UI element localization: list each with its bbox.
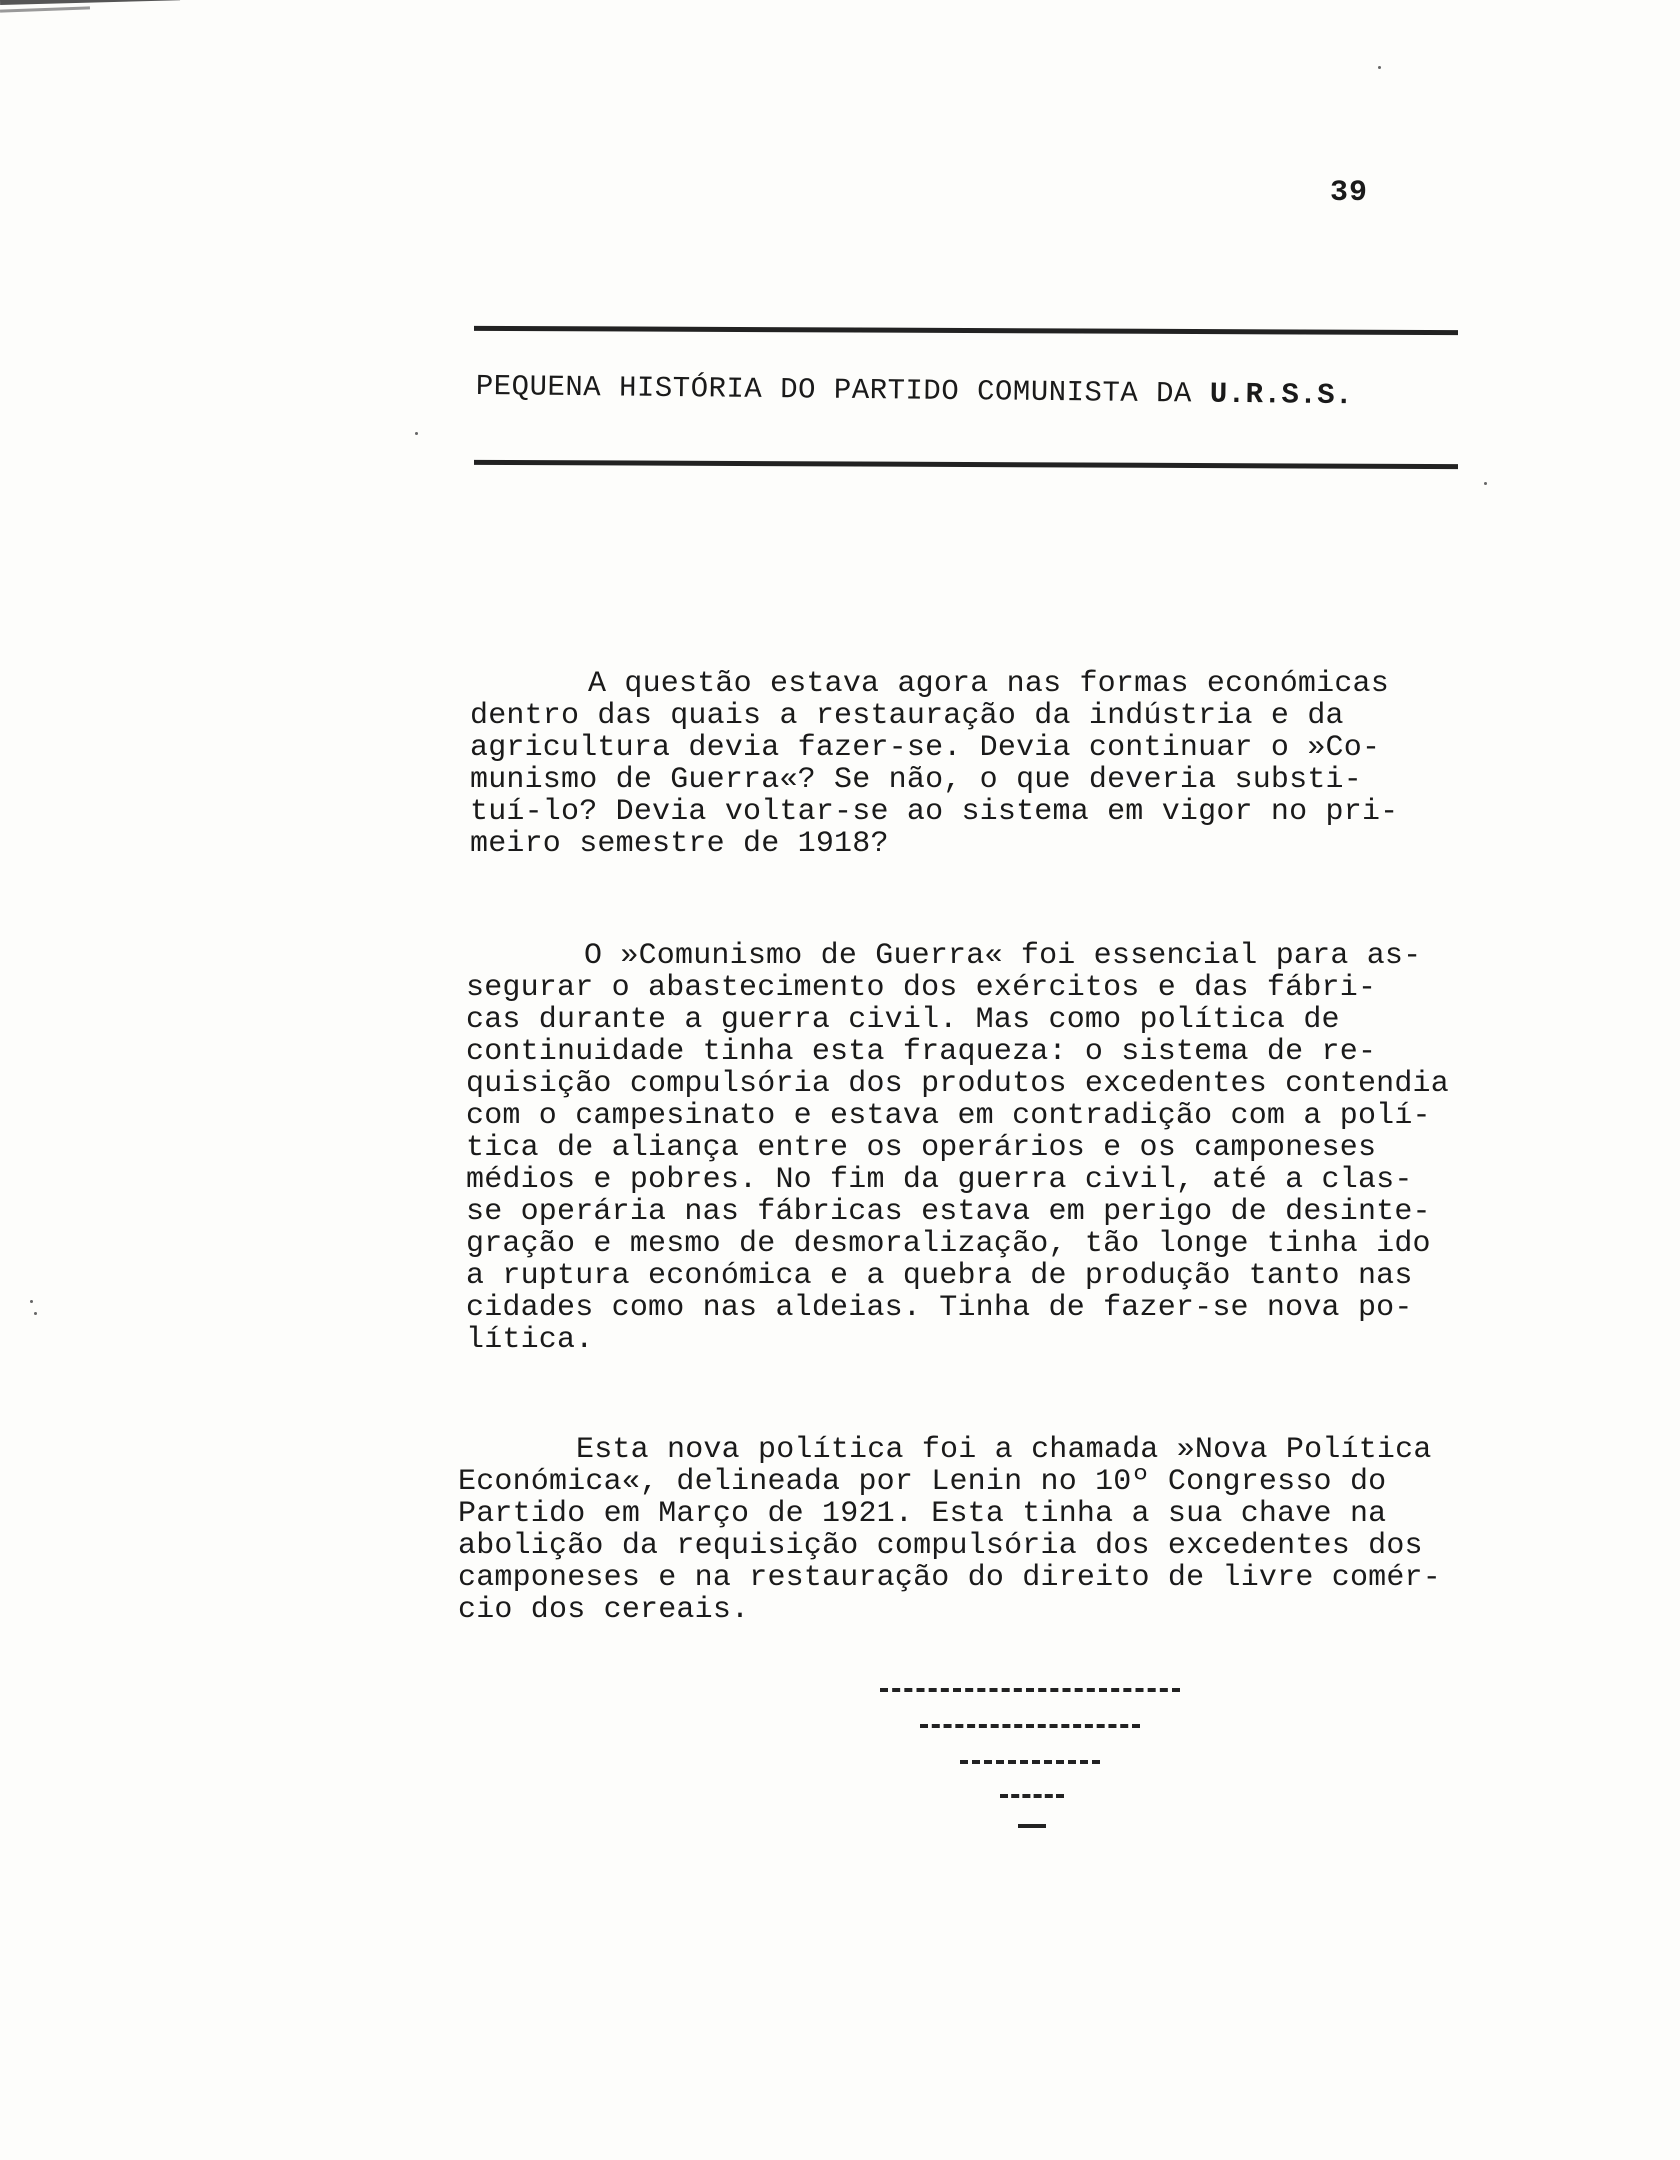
paragraph-2 (466, 940, 1449, 1356)
scan-speck (1378, 66, 1381, 69)
paragraph-line: abolição da requisição compulsória dos excedentes dos (458, 1529, 1423, 1563)
scan-speck (30, 1300, 33, 1303)
paragraph-line: se operária nas fábricas estava em perigo de desinte- (466, 1195, 1431, 1229)
ornament-row (880, 1688, 1180, 1692)
header-rule-bottom (474, 460, 1458, 469)
paragraph-line: gração e mesmo de desmoralização, tão longe tinha ido (466, 1227, 1431, 1261)
ornament-row (1000, 1794, 1064, 1798)
paragraph-1 (470, 668, 1398, 860)
title-abbreviation: U.R.S.S. (1209, 377, 1354, 413)
ornament-row (920, 1724, 1140, 1728)
paragraph-line: segurar o abastecimento dos exércitos e das fábri- (466, 971, 1377, 1005)
paragraph-line: dentro das quais a restauração da indústria e da (470, 699, 1344, 733)
paragraph-line: quisição compulsória dos produtos excedentes contendia (466, 1067, 1449, 1101)
scan-edge-mark (0, 0, 180, 5)
scan-speck (1484, 482, 1487, 485)
paragraph-line: camponeses e na restauração do direito de livre comér- (458, 1561, 1441, 1595)
paragraph-line: com o campesinato e estava em contradição com a polí- (466, 1099, 1431, 1133)
document-title (476, 370, 1476, 413)
paragraph-line: a ruptura económica e a quebra de produção tanto nas (466, 1259, 1413, 1293)
paragraph-line: A questão estava agora nas formas económicas (588, 667, 1389, 701)
title-text: PEQUENA HISTÓRIA DO PARTIDO COMUNISTA DA (475, 370, 1210, 411)
paragraph-line: continuidade tinha esta fraqueza: o sistema de re- (466, 1035, 1377, 1069)
scan-edge-mark-secondary (0, 6, 90, 12)
paragraph-line: Partido em Março de 1921. Esta tinha a sua chave na (458, 1497, 1387, 1531)
paragraph-line: tuí-lo? Devia voltar-se ao sistema em vigor no pri- (470, 795, 1399, 829)
paragraph-line: Esta nova política foi a chamada »Nova Política (576, 1433, 1432, 1467)
header-rule-top (474, 326, 1458, 335)
paragraph-line: Económica«, delineada por Lenin no 10º Congresso do (458, 1465, 1387, 1499)
scan-speck (34, 1312, 37, 1315)
paragraph-line: cidades como nas aldeias. Tinha de fazer-se nova po- (466, 1291, 1413, 1325)
paragraph-3 (458, 1434, 1441, 1626)
paragraph-line: cas durante a guerra civil. Mas como política de (466, 1003, 1340, 1037)
scan-speck (415, 432, 418, 435)
paragraph-line: meiro semestre de 1918? (470, 827, 889, 861)
paragraph-line: lítica. (466, 1323, 594, 1357)
paragraph-line: O »Comunismo de Guerra« foi essencial para as- (584, 939, 1422, 973)
paragraph-line: médios e pobres. No fim da guerra civil, até a clas- (466, 1163, 1413, 1197)
ornament-row (960, 1760, 1100, 1764)
paragraph-line: cio dos cereais. (458, 1593, 750, 1627)
paragraph-line: munismo de Guerra«? Se não, o que deveria substi- (470, 763, 1362, 797)
page-number: 39 (1330, 176, 1369, 210)
paragraph-line: agricultura devia fazer-se. Devia continuar o »Co- (470, 731, 1381, 765)
paragraph-line: tica de aliança entre os operários e os camponeses (466, 1131, 1377, 1165)
ornament-row (1018, 1824, 1046, 1828)
